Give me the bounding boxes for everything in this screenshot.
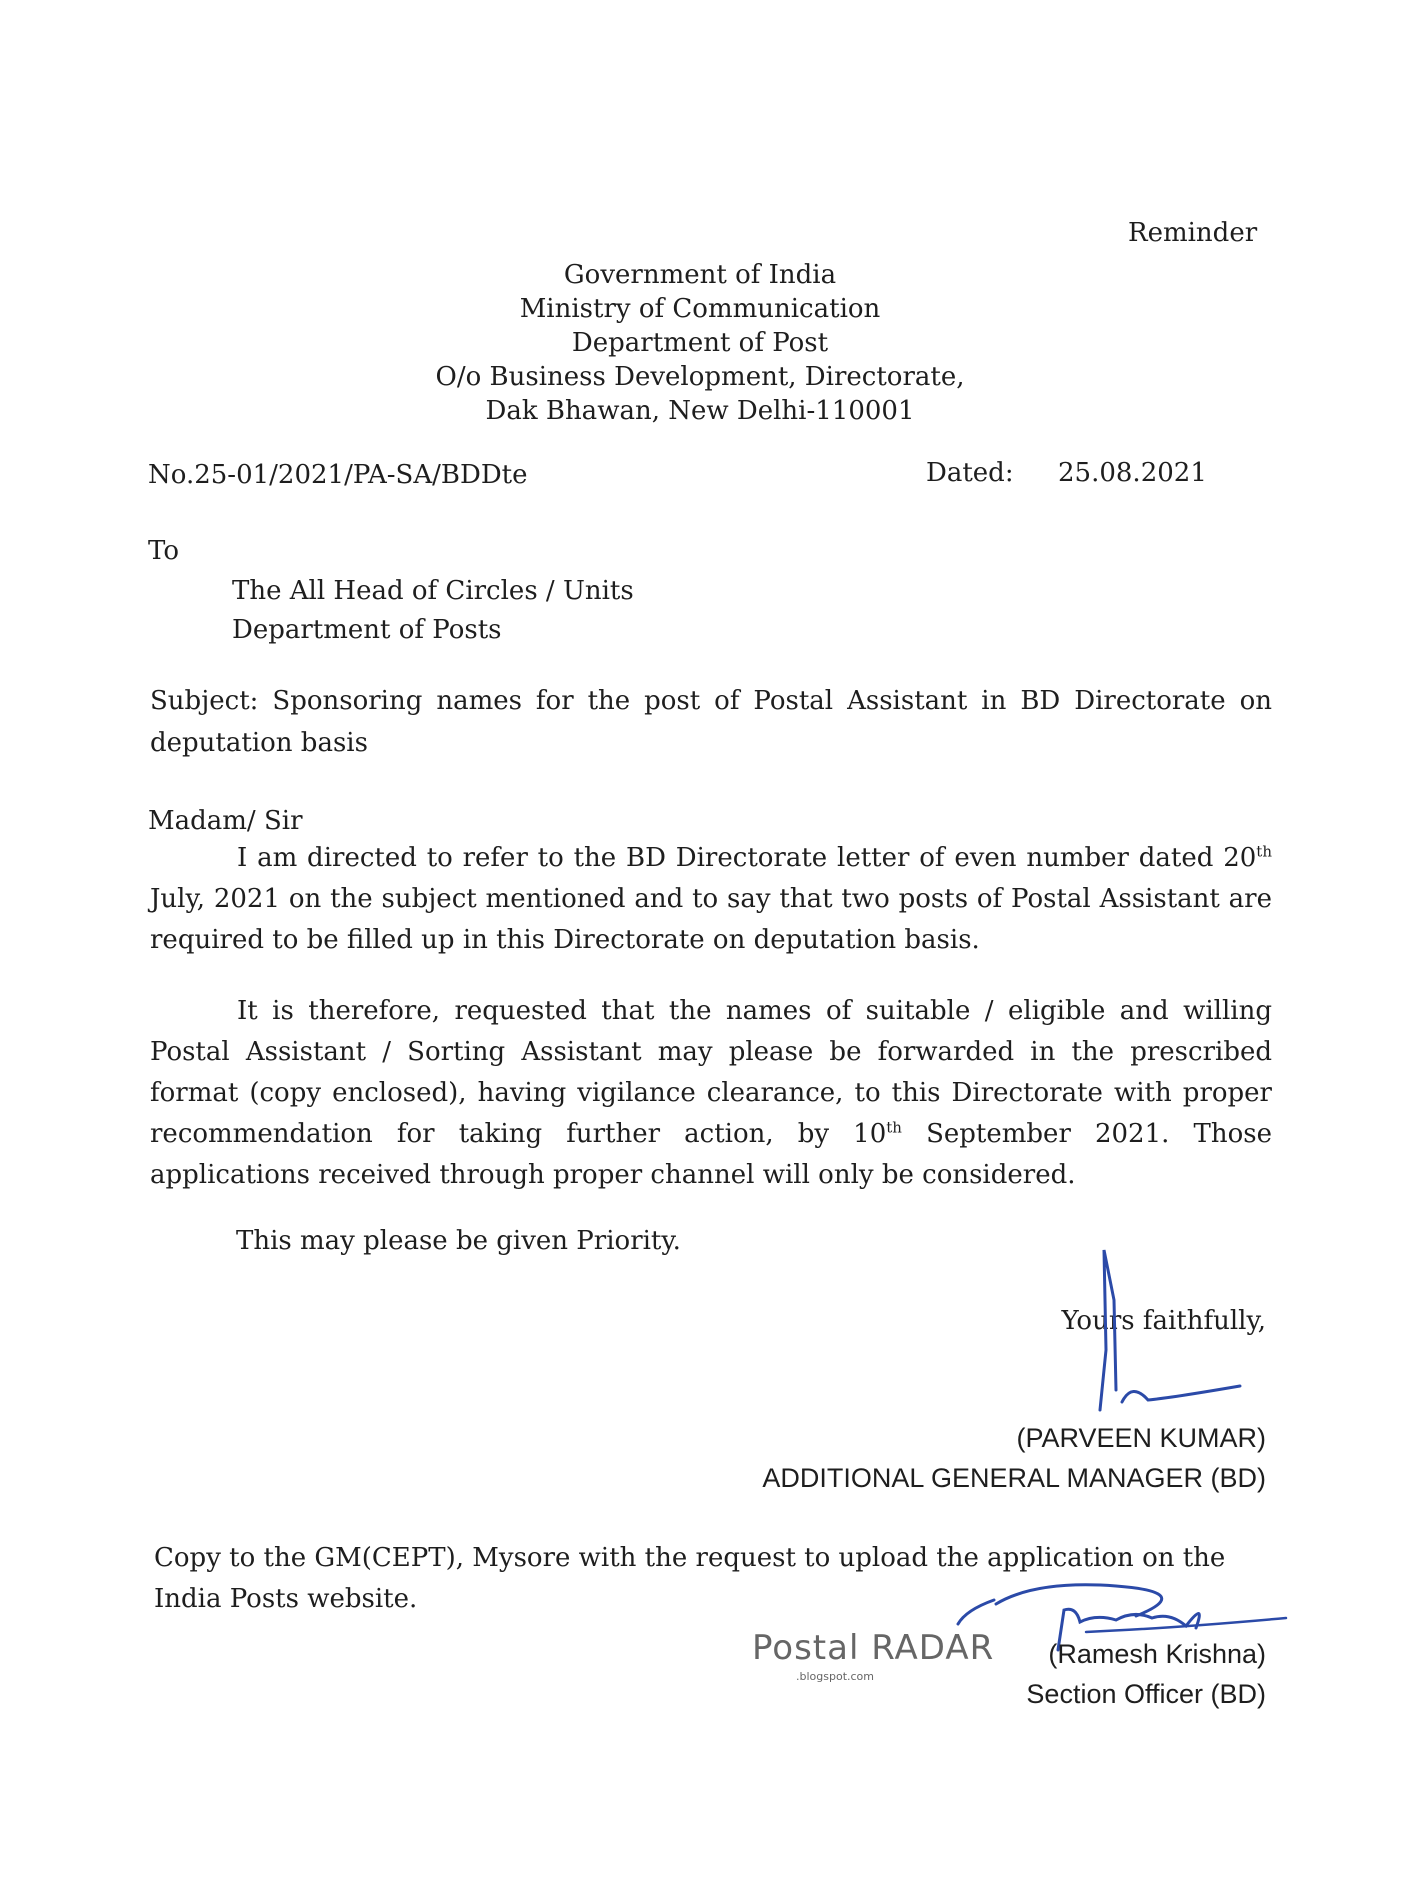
signatory-2-name: (Ramesh Krishna): [1048, 1639, 1266, 1669]
letterhead-line-department: Department of Post: [571, 328, 829, 358]
subject: Subject: Sponsoring names for the post of Postal Assistant in BD Directorate on deputation basis: [150, 686, 1272, 758]
para2-text-b: September 2021. Those applications received through proper channel will only be considered.: [150, 1119, 1272, 1190]
body-paragraph-1: [150, 838, 1272, 961]
addressee-line-1: The All Head of Circles / Units: [232, 576, 634, 606]
para2-superscript: th: [886, 1118, 902, 1137]
reminder-label: Reminder: [1128, 218, 1258, 248]
salutation: Madam/ Sir: [148, 806, 303, 836]
watermark-sub: .blogspot.com: [796, 1670, 874, 1683]
signatory-2: [1026, 1634, 1266, 1714]
signatory-1-designation: ADDITIONAL GENERAL MANAGER (BD): [762, 1463, 1266, 1493]
letterhead-line-ministry: Ministry of Communication: [519, 294, 881, 324]
dated-label: Dated:: [926, 458, 1014, 488]
priority-line: This may please be given Priority.: [236, 1226, 681, 1256]
addressee: [232, 572, 634, 650]
signatory-1-name: (PARVEEN KUMAR): [1016, 1423, 1266, 1453]
signature-parveen-kumar: [1070, 1240, 1250, 1420]
addressee-line-2: Department of Posts: [232, 615, 502, 645]
body-paragraph-2: [150, 991, 1272, 1196]
para1-text-a: I am directed to refer to the BD Directorate letter of even number dated 20: [237, 843, 1257, 873]
copy-to: Copy to the GM(CEPT), Mysore with the request to upload the application on the India Posts website.: [154, 1543, 1226, 1614]
signatory-1: [762, 1418, 1266, 1498]
reference-number: No.25-01/2021/PA-SA/BDDte: [148, 460, 528, 490]
dated-value: 25.08.2021: [1058, 458, 1207, 488]
signatory-2-designation: Section Officer (BD): [1026, 1679, 1266, 1709]
letterhead-line-office: O/o Business Development, Directorate,: [435, 362, 965, 392]
letterhead-line-government: Government of India: [563, 260, 837, 290]
letterhead-line-address: Dak Bhawan, New Delhi-110001: [485, 396, 915, 426]
para1-superscript: th: [1256, 842, 1272, 861]
watermark-main: Postal RADAR: [752, 1628, 995, 1668]
para1-text-b: July, 2021 on the subject mentioned and to say that two posts of Postal Assistant are required to be filled up in this Directorate on deputation basis.: [150, 884, 1272, 955]
to-label: To: [148, 536, 179, 566]
closing: Yours faithfully,: [1061, 1306, 1266, 1336]
para2-text-a: It is therefore, requested that the names of suitable / eligible and willing Postal Assistant / Sorting Assistant may please be forwarded in the prescribed format (copy enclosed), having vigilance clearance, to this Directorate with proper recommendation for taking further action, by 10: [150, 996, 1272, 1149]
letterhead: [300, 258, 1100, 428]
